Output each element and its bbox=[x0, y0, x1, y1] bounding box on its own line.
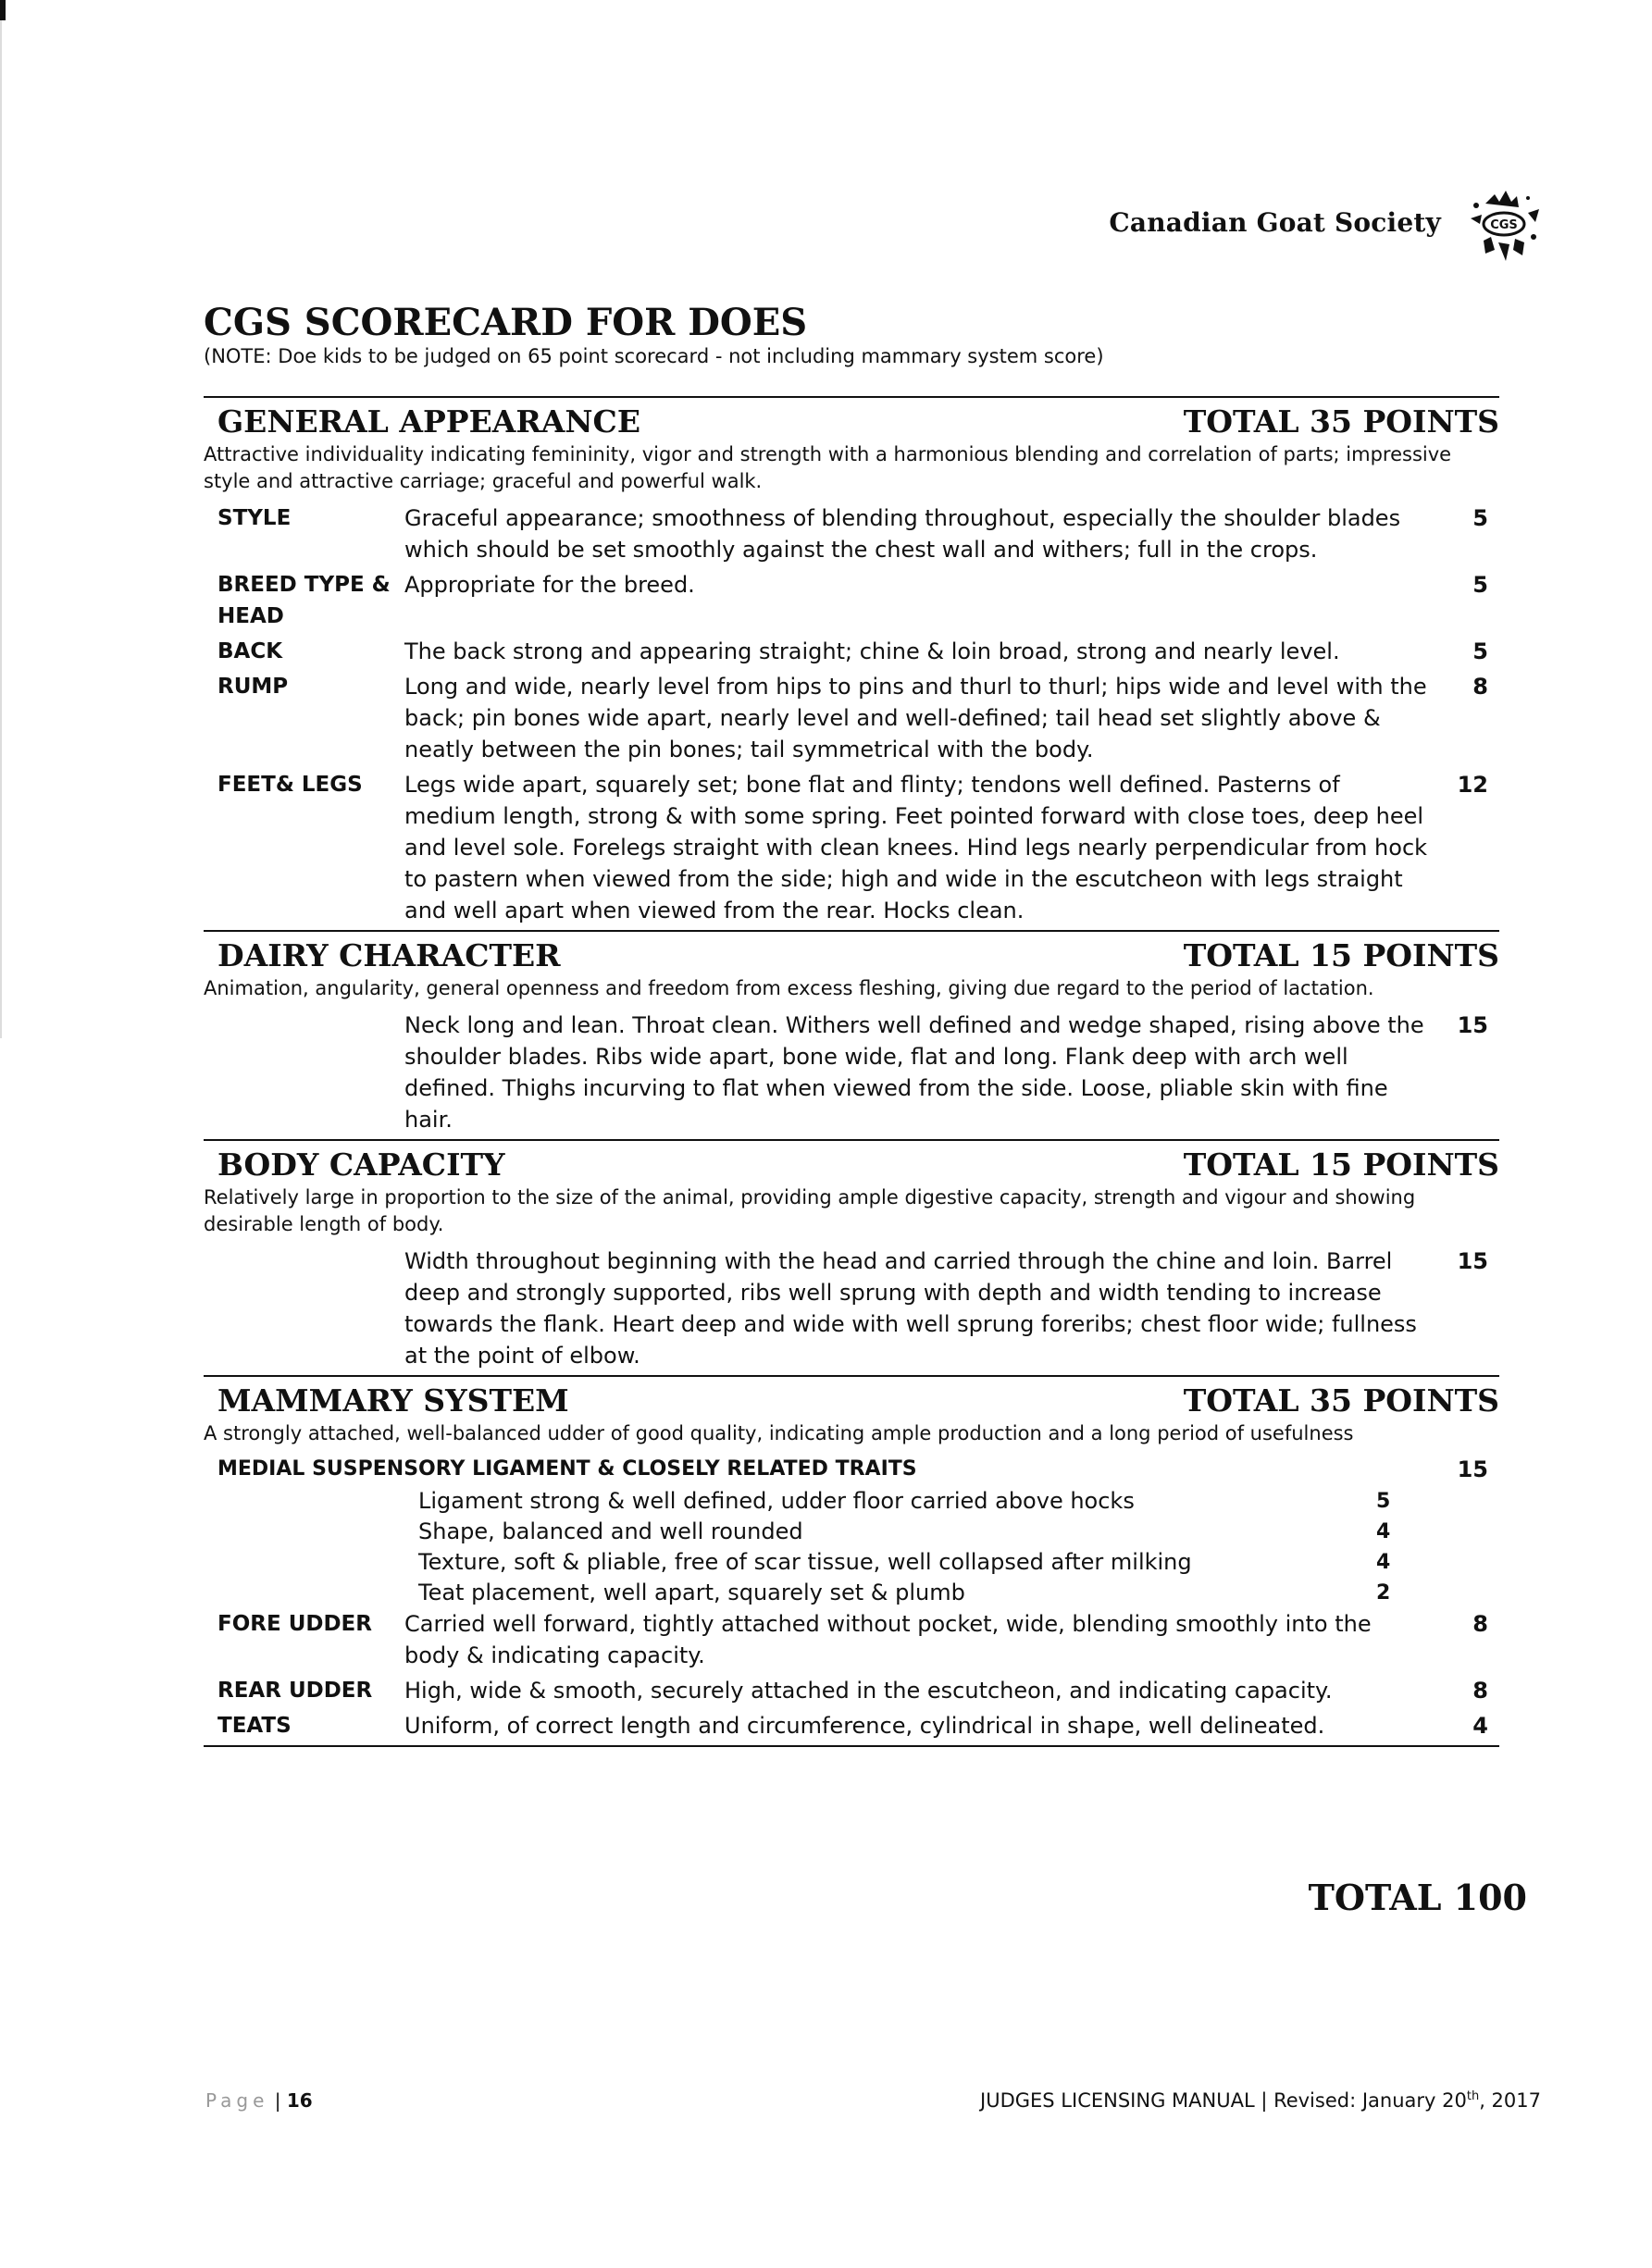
criterion-points: 4 bbox=[1472, 1713, 1488, 1739]
document-title: CGS SCORECARD FOR DOES bbox=[204, 301, 808, 344]
criterion-label: REAR UDDER bbox=[217, 1679, 373, 1703]
page-label: Page bbox=[205, 2089, 269, 2112]
section-header bbox=[204, 937, 1499, 973]
criterion-label: BREED TYPE & HEAD bbox=[217, 573, 391, 628]
criterion-text: The back strong and appearing straight; chine & loin broad, strong and nearly level. bbox=[404, 638, 1340, 664]
org-name: Canadian Goat Society bbox=[1109, 206, 1441, 238]
section-total: TOTAL 35 POINTS bbox=[1183, 403, 1499, 440]
criterion-row-rump bbox=[204, 671, 1499, 765]
sub-criterion-points: 2 bbox=[1376, 1581, 1391, 1605]
criterion-row-breed-type bbox=[204, 569, 1499, 632]
manual-revision: JUDGES LICENSING MANUAL | Revised: January 20 bbox=[980, 2089, 1467, 2112]
date-suffix: th bbox=[1466, 2089, 1480, 2103]
subsection-header bbox=[204, 1455, 1499, 1484]
criterion-row-style bbox=[204, 502, 1499, 565]
logo-text: CGS bbox=[1490, 218, 1518, 232]
section-title: BODY CAPACITY bbox=[217, 1146, 505, 1183]
sub-criterion-points: 4 bbox=[1376, 1551, 1391, 1574]
section-header bbox=[204, 1382, 1499, 1419]
criterion-points: 15 bbox=[1457, 1248, 1488, 1274]
indent-spacer bbox=[204, 1578, 418, 1608]
section-description: Animation, angularity, general openness and freedom from excess fleshing, giving due regard to the period of lactation. bbox=[204, 977, 1374, 999]
sub-criterion-row bbox=[204, 1547, 1499, 1578]
criterion-text: Graceful appearance; smoothness of blending throughout, especially the shoulder blades which should be set smoothly against the chest wall and withers; full in the crops. bbox=[404, 505, 1401, 563]
criterion-row-teats bbox=[204, 1710, 1499, 1741]
sub-criterion-row bbox=[204, 1486, 1499, 1517]
section-title: MAMMARY SYSTEM bbox=[217, 1382, 569, 1419]
grand-total: TOTAL 100 bbox=[1308, 1877, 1527, 1918]
subsection-title: MEDIAL SUSPENSORY LIGAMENT & CLOSELY RELATED TRAITS bbox=[217, 1457, 917, 1481]
criterion-row-dairy bbox=[204, 1010, 1499, 1135]
document-note: (NOTE: Doe kids to be judged on 65 point scorecard - not including mammary system score) bbox=[204, 345, 1104, 367]
sub-criterion-text: Ligament strong & well defined, udder floor carried above hocks bbox=[418, 1488, 1135, 1514]
criterion-points: 8 bbox=[1472, 674, 1488, 700]
scan-margin-line bbox=[0, 20, 2, 1038]
scorecard bbox=[204, 396, 1499, 1747]
criterion-row-body bbox=[204, 1246, 1499, 1371]
section-description: A strongly attached, well-balanced udder of good quality, indicating ample production and a long period of usefulness bbox=[204, 1422, 1354, 1444]
sub-criterion-text: Texture, soft & pliable, free of scar tissue, well collapsed after milking bbox=[418, 1549, 1192, 1575]
criterion-text: Appropriate for the breed. bbox=[404, 572, 695, 598]
criterion-text: Legs wide apart, squarely set; bone flat and flinty; tendons well defined. Pasterns of medium length, strong & with some spring. Feet pointed forward with close toes, deep heel and level sole. Forelegs straight with clean knees. Hind legs nearly perpendicular from hock to pastern when viewed from the side; high and wide in the escutcheon with legs straight and well apart when viewed from the rear. Hocks clean. bbox=[404, 772, 1428, 923]
section-header bbox=[204, 1146, 1499, 1183]
criterion-label: TEATS bbox=[217, 1714, 292, 1738]
section-total: TOTAL 15 POINTS bbox=[1183, 937, 1499, 973]
criterion-points: 5 bbox=[1472, 572, 1488, 598]
section-total: TOTAL 15 POINTS bbox=[1183, 1146, 1499, 1183]
criterion-points: 15 bbox=[1457, 1012, 1488, 1038]
section-description: Attractive individuality indicating femininity, vigor and strength with a harmonious blending and correlation of parts; impressive style and attractive carriage; graceful and powerful walk. bbox=[204, 443, 1452, 492]
indent-spacer bbox=[204, 1486, 418, 1517]
section-description: Relatively large in proportion to the size of the animal, providing ample digestive capacity, strength and vigour and showing desirable length of body. bbox=[204, 1186, 1416, 1235]
subsection-points: 15 bbox=[1457, 1456, 1488, 1482]
criterion-label: STYLE bbox=[217, 506, 292, 530]
sub-criterion-text: Teat placement, well apart, squarely set & plumb bbox=[418, 1580, 965, 1605]
criterion-points: 5 bbox=[1472, 638, 1488, 664]
section-header bbox=[204, 403, 1499, 440]
section-dairy-character bbox=[204, 930, 1499, 1135]
criterion-row-feet-legs bbox=[204, 769, 1499, 926]
criterion-label: FORE UDDER bbox=[217, 1612, 372, 1636]
criterion-text: Carried well forward, tightly attached without pocket, wide, blending smoothly into the body & indicating capacity. bbox=[404, 1611, 1372, 1668]
criterion-label: FEET& LEGS bbox=[217, 773, 363, 797]
sub-criterion-points: 5 bbox=[1376, 1490, 1391, 1513]
indent-spacer bbox=[204, 1517, 418, 1547]
criterion-label: RUMP bbox=[217, 675, 289, 699]
criterion-row-fore-udder bbox=[204, 1608, 1499, 1671]
criterion-row-back bbox=[204, 636, 1499, 667]
cgs-goat-logo-icon bbox=[1458, 176, 1550, 268]
section-title: GENERAL APPEARANCE bbox=[217, 403, 640, 440]
criterion-points: 12 bbox=[1457, 772, 1488, 798]
footer-manual bbox=[980, 2089, 1541, 2112]
sub-criterion-text: Shape, balanced and well rounded bbox=[418, 1518, 803, 1544]
criterion-text: Width throughout beginning with the head and carried through the chine and loin. Barrel deep and strongly supported, ribs well sprung with depth and width tending to increase towards the flank. Heart deep and wide with well sprung foreribs; chest floor wide; fullness at the point of elbow. bbox=[404, 1248, 1417, 1369]
footer-page bbox=[205, 2089, 313, 2112]
criterion-text: Neck long and lean. Throat clean. Withers well defined and wedge shaped, rising above the shoulder blades. Ribs wide apart, bone wide, flat and long. Flank deep with arch well defined. Thighs incurving to flat when viewed from the side. Loose, pliable skin with fine hair. bbox=[404, 1012, 1424, 1133]
criterion-label: BACK bbox=[217, 639, 283, 663]
sub-criterion-row bbox=[204, 1578, 1499, 1608]
sub-criterion-row bbox=[204, 1517, 1499, 1547]
section-title: DAIRY CHARACTER bbox=[217, 937, 561, 973]
criterion-points: 8 bbox=[1472, 1611, 1488, 1637]
page-separator: | bbox=[274, 2089, 281, 2112]
sub-criterion-points: 4 bbox=[1376, 1520, 1391, 1543]
criterion-points: 5 bbox=[1472, 505, 1488, 531]
criterion-row-rear-udder bbox=[204, 1675, 1499, 1706]
revision-year: , 2017 bbox=[1479, 2089, 1541, 2112]
criterion-text: Uniform, of correct length and circumference, cylindrical in shape, well delineated. bbox=[404, 1713, 1325, 1739]
page-corner-mark bbox=[0, 0, 6, 20]
section-body-capacity bbox=[204, 1139, 1499, 1371]
criterion-text: Long and wide, nearly level from hips to pins and thurl to thurl; hips wide and level with the back; pin bones wide apart, nearly level and well-defined; tail head set slightly above & neatly between the pin bones; tail symmetrical with the body. bbox=[404, 674, 1427, 762]
page-header bbox=[1109, 176, 1550, 268]
criterion-text: High, wide & smooth, securely attached in the escutcheon, and indicating capacity. bbox=[404, 1678, 1333, 1704]
section-general-appearance bbox=[204, 396, 1499, 926]
page-number: 16 bbox=[286, 2089, 313, 2112]
section-total: TOTAL 35 POINTS bbox=[1183, 1382, 1499, 1419]
section-mammary-system bbox=[204, 1375, 1499, 1747]
criterion-points: 8 bbox=[1472, 1678, 1488, 1704]
indent-spacer bbox=[204, 1547, 418, 1578]
